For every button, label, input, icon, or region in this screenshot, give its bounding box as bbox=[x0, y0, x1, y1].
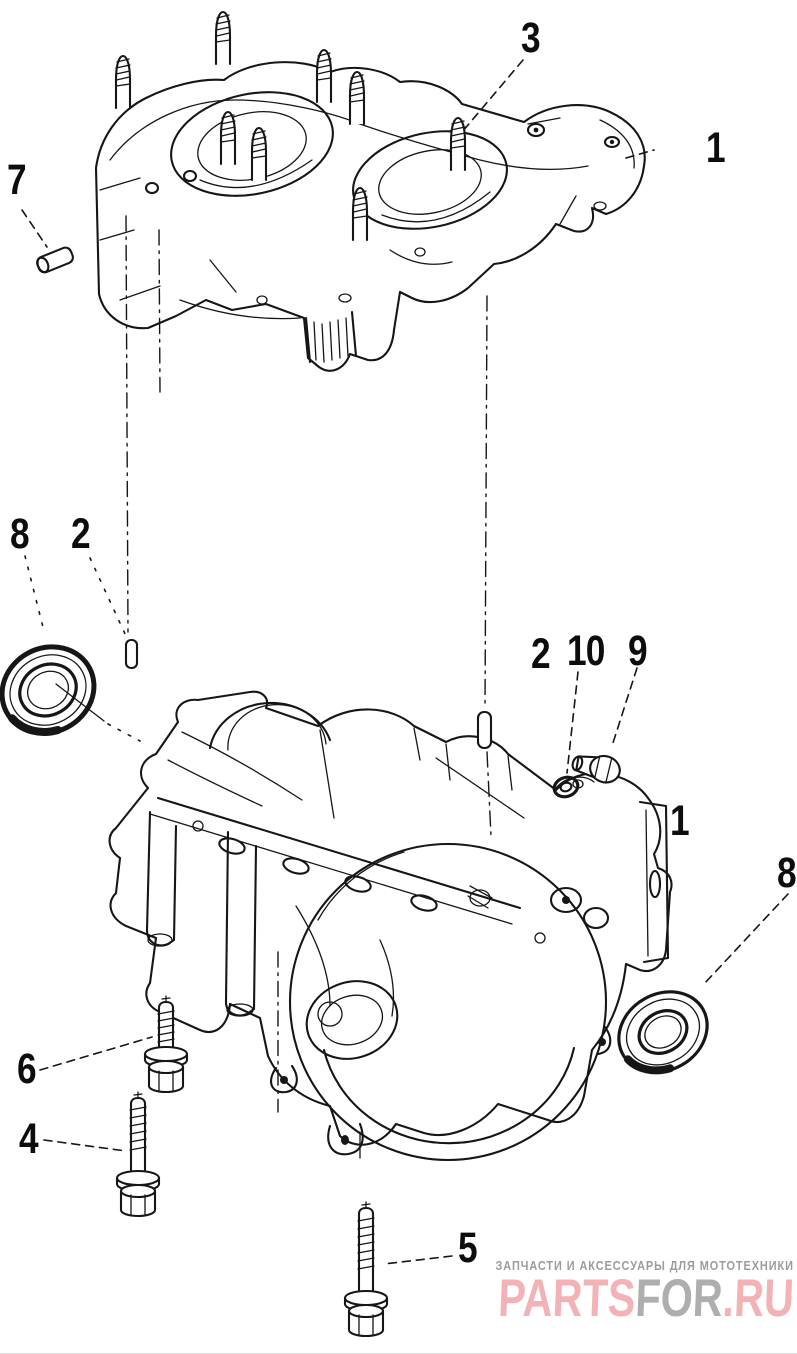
callout-1-bottom: 1 bbox=[670, 797, 689, 845]
bolt-6 bbox=[145, 996, 187, 1092]
callout-6: 6 bbox=[17, 1045, 36, 1093]
dowel-pin-2-left bbox=[126, 640, 137, 668]
watermark-brand-ru: .RU bbox=[721, 1269, 796, 1328]
oil-seal-left-8 bbox=[0, 631, 109, 749]
upper-crankcase-drawing bbox=[96, 12, 645, 371]
dowel-pin-7 bbox=[35, 246, 74, 274]
oil-seal-right-8 bbox=[604, 976, 722, 1088]
callout-3: 3 bbox=[521, 14, 540, 62]
watermark bbox=[415, 1258, 796, 1328]
callout-7: 7 bbox=[7, 156, 26, 204]
watermark-tagline: ЗАПЧАСТИ И АКСЕССУАРЫ ДЛЯ МОТОТЕХНИКИ bbox=[495, 1258, 794, 1273]
callout-1-top: 1 bbox=[706, 124, 725, 172]
watermark-brand-for: FOR bbox=[634, 1269, 725, 1328]
callout-8-left: 8 bbox=[10, 510, 29, 558]
bolt-5 bbox=[345, 1202, 387, 1336]
callout-9: 9 bbox=[628, 627, 647, 675]
callout-2-right: 2 bbox=[531, 630, 550, 678]
watermark-brand bbox=[497, 1269, 796, 1328]
callout-8-right: 8 bbox=[777, 849, 796, 897]
callout-5: 5 bbox=[458, 1224, 477, 1272]
watermark-brand-parts: PARTS bbox=[497, 1269, 637, 1328]
callout-10: 10 bbox=[567, 627, 605, 675]
callout-2-left: 2 bbox=[71, 510, 90, 558]
dowel-pin-2-right bbox=[478, 712, 491, 748]
callout-4: 4 bbox=[19, 1115, 38, 1163]
bolt-4 bbox=[117, 1092, 159, 1216]
washer-10 bbox=[552, 774, 581, 799]
